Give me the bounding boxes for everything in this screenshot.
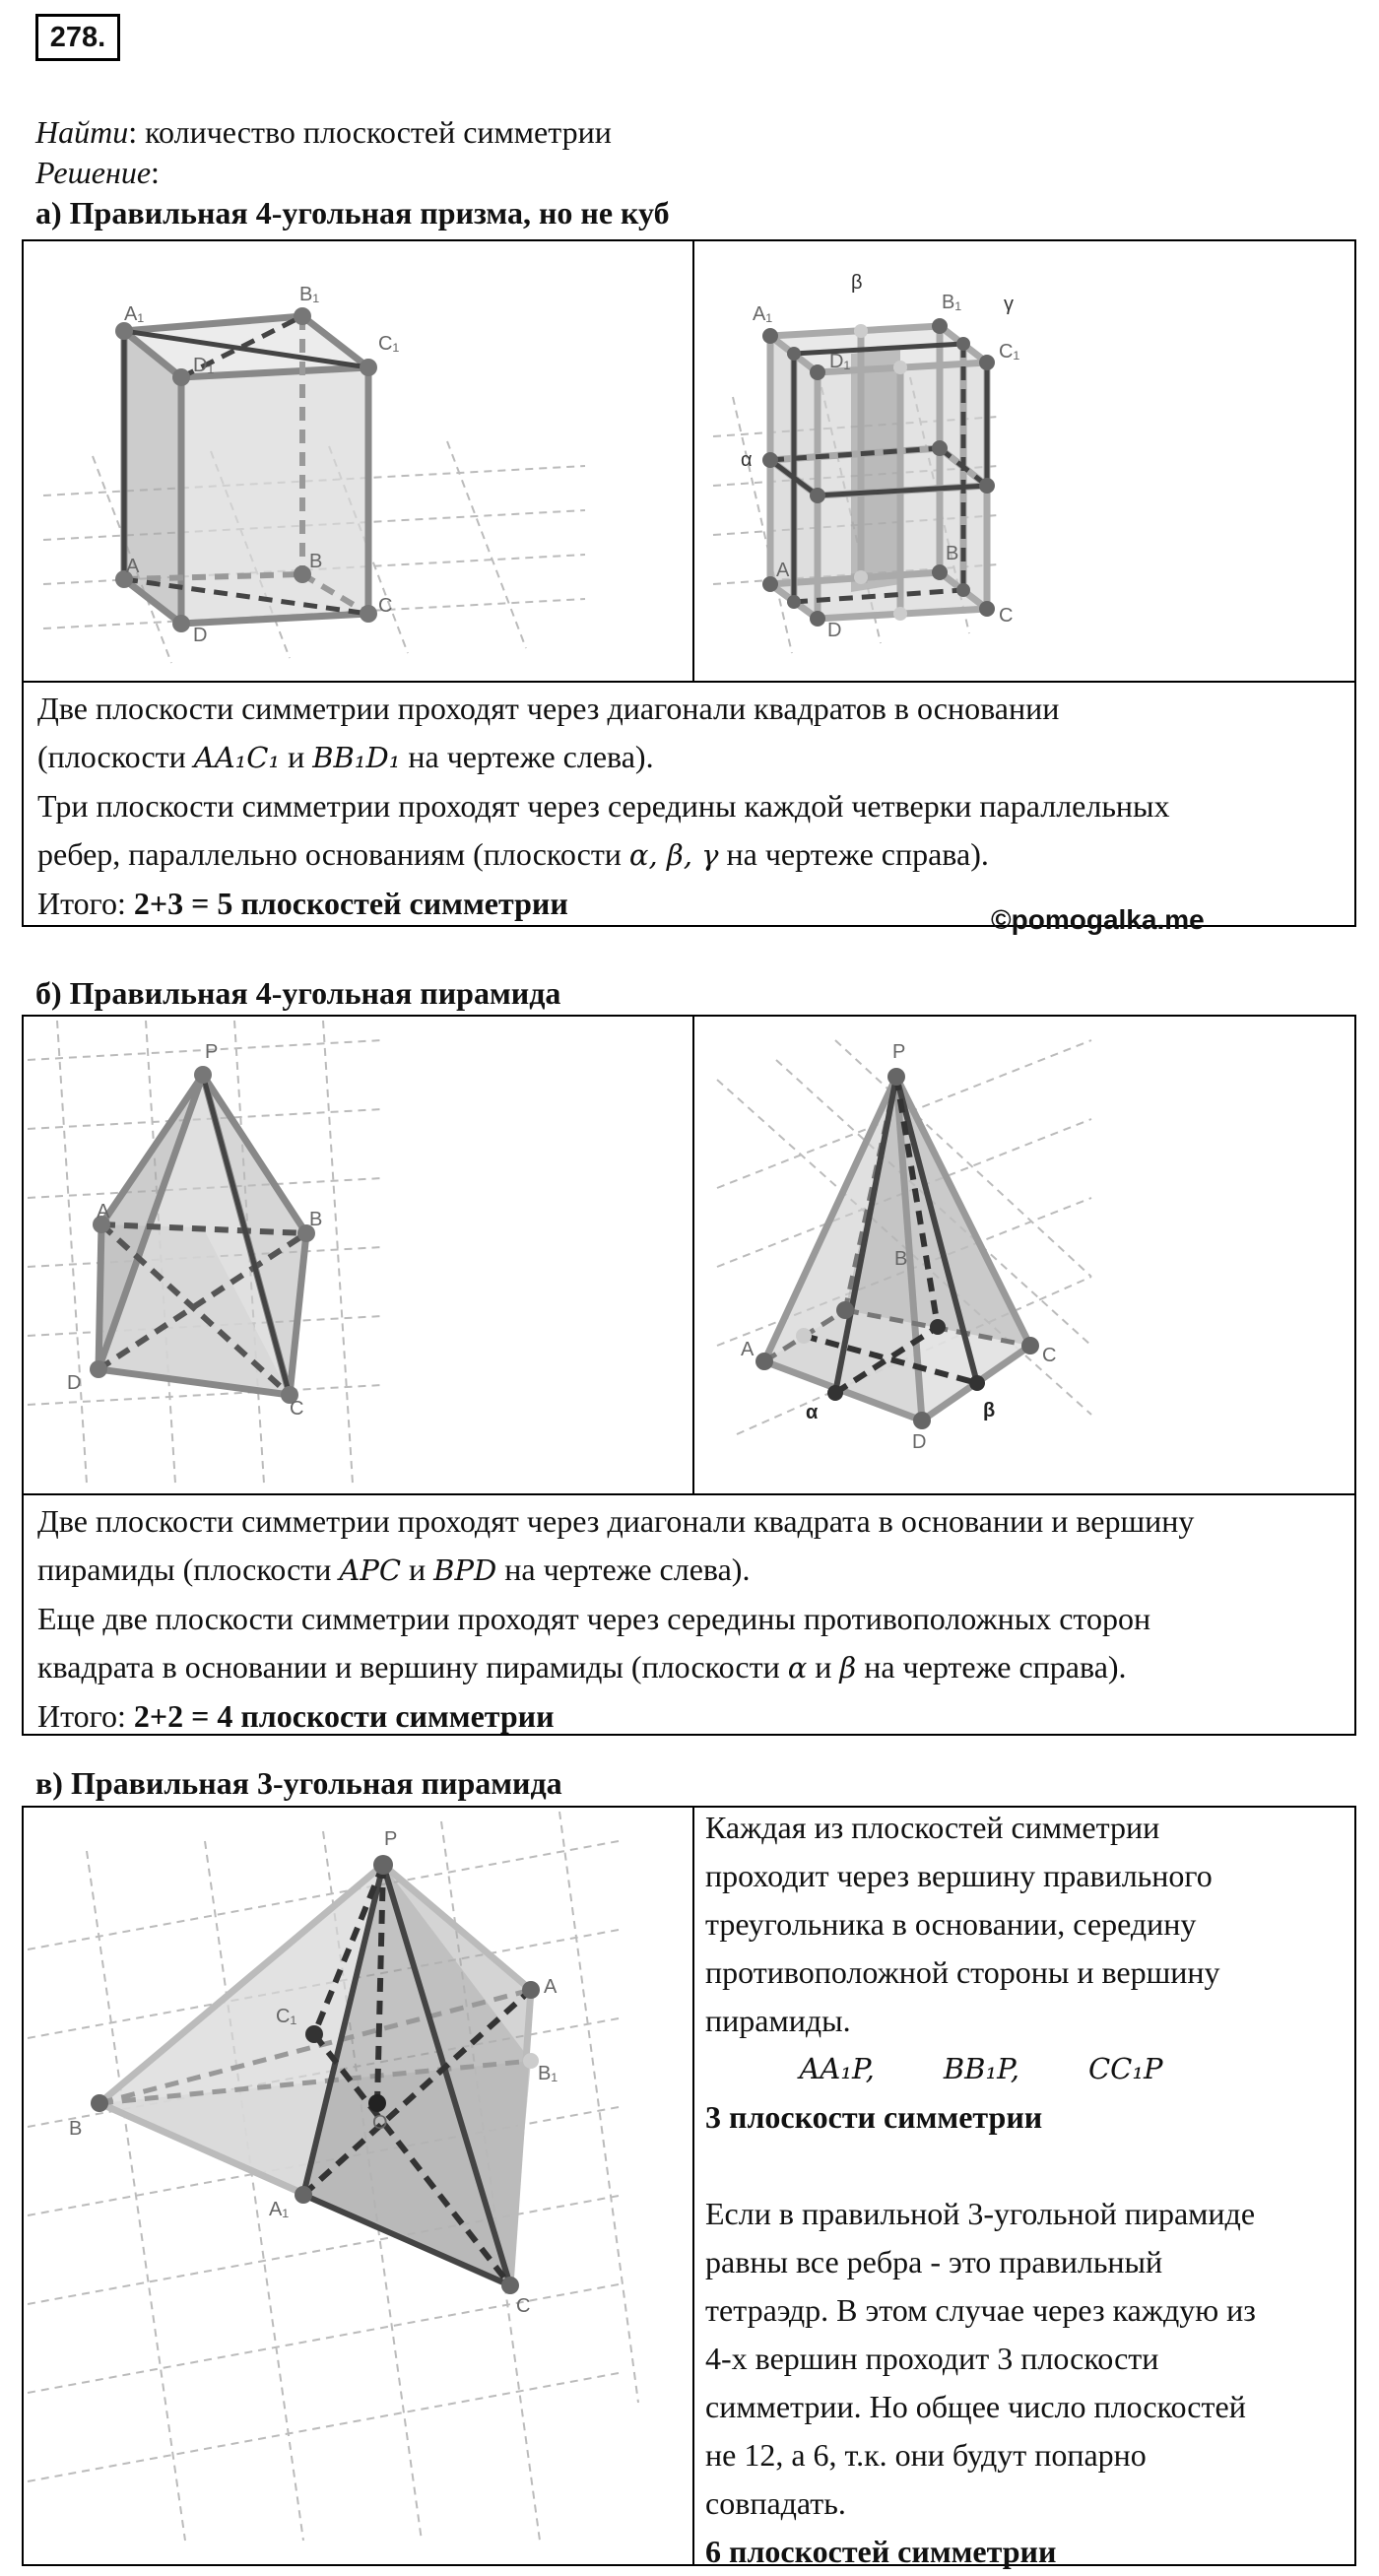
label-a: A: [544, 1976, 558, 1998]
label-a1: A₁: [269, 2199, 290, 2220]
pyramid3-figure: [28, 1812, 688, 2560]
part-b-table: [22, 1015, 1356, 1736]
planes-list: AA₁P, BB₁P, CC₁P: [799, 2052, 1163, 2085]
label-c: C: [290, 1398, 304, 1420]
label-c: C: [378, 595, 393, 617]
label-d1: D₁: [193, 355, 215, 376]
label-o: O: [372, 2112, 388, 2134]
label-d: D: [67, 1372, 82, 1394]
pyramid4-left-figure: [28, 1021, 688, 1489]
label-d1: D₁: [829, 351, 851, 372]
label-b1: B₁: [299, 284, 320, 305]
part-c-table: [22, 1806, 1356, 2569]
prism-right-figure: [703, 259, 1353, 673]
label-a1: A₁: [124, 303, 145, 325]
prism-left-figure: [33, 259, 684, 673]
label-a: A: [97, 1201, 110, 1222]
label-b1: B₁: [942, 292, 962, 313]
label-b: B: [309, 551, 323, 572]
part-b-heading: б) Правильная 4-угольная пирамида: [35, 975, 561, 1011]
label-d: D: [193, 625, 208, 646]
given-line: Найти: количество плоскостей симметрии: [35, 114, 612, 150]
part-c-heading: в) Правильная 3-угольная пирамида: [35, 1765, 562, 1801]
label-b1: B₁: [538, 2063, 558, 2084]
label-p: P: [892, 1041, 906, 1063]
label-b: B: [946, 543, 959, 564]
label-gamma: γ: [1004, 294, 1014, 315]
label-a: A: [776, 560, 790, 581]
label-c: C: [999, 605, 1014, 627]
label-c: C: [1042, 1345, 1057, 1366]
solution-line: Решение:: [35, 155, 160, 190]
part-c-text: Каждая из плоскостей симметрии проходит через вершину правильного треугольника в основании, середину противоположной стороны и вершину пирамиды. AA₁P, BB₁P, CC₁P 3 плоскости симметрии Если в правильной 3-угольной пирамиде равны все ребра - это правильный тетраэдр. В этом случае через каждую из 4-х вершин проходит 3 плоскости симметрии. Но общее число плоскостей не 12, а 6, т.к. они будут попарно совпадать. 6 плоскостей симметрии: [705, 1810, 1256, 2569]
label-b: B: [894, 1248, 908, 1270]
part-b-text: Две плоскости симметрии проходят через диагонали квадрата в основании и вершину пирамиды (плоскости APC и BPD на чертеже слева). Еще две плоскости симметрии проходят через середины противоположных сторон квадрата в основании и вершину пирамиды (плоскости α и β на чертеже справа). Итого: 2+2 = 4 плоскости симметрии: [37, 1503, 1195, 1734]
part-a-text: Две плоскости симметрии проходят через диагонали квадратов в основании (плоскости AA₁C₁ и BB₁D₁ на чертеже слева). Три плоскости симметрии проходят через середины каждой четверки параллельных ребер, параллельно основаниям (плоскости α, β, γ на чертеже справа). Итого: 2+3 = 5 плоскостей симметрии: [37, 691, 1170, 921]
label-beta: β: [851, 272, 863, 294]
label-b: B: [69, 2118, 83, 2140]
watermark: ©pomogalka.me: [991, 904, 1205, 935]
problem-number: 278.: [35, 14, 120, 61]
pyramid4-right-figure: [697, 1021, 1355, 1489]
label-c1: C₁: [276, 2006, 297, 2027]
label-alpha: α: [806, 1402, 819, 1423]
label-a1: A₁: [753, 303, 773, 325]
label-c: C: [516, 2295, 531, 2317]
part-a-table: [22, 239, 1356, 927]
label-p: P: [384, 1828, 398, 1850]
label-p: P: [205, 1041, 219, 1063]
label-a: A: [126, 556, 140, 577]
label-d: D: [827, 620, 842, 641]
label-alpha: α: [741, 449, 753, 471]
label-b: B: [309, 1209, 323, 1230]
label-c1: C₁: [999, 341, 1020, 363]
label-a: A: [741, 1339, 755, 1360]
label-c1: C₁: [378, 333, 400, 355]
part-a-heading: а) Правильная 4-угольная призма, но не куб: [35, 195, 670, 231]
label-d: D: [912, 1431, 927, 1453]
label-beta: β: [983, 1400, 996, 1421]
